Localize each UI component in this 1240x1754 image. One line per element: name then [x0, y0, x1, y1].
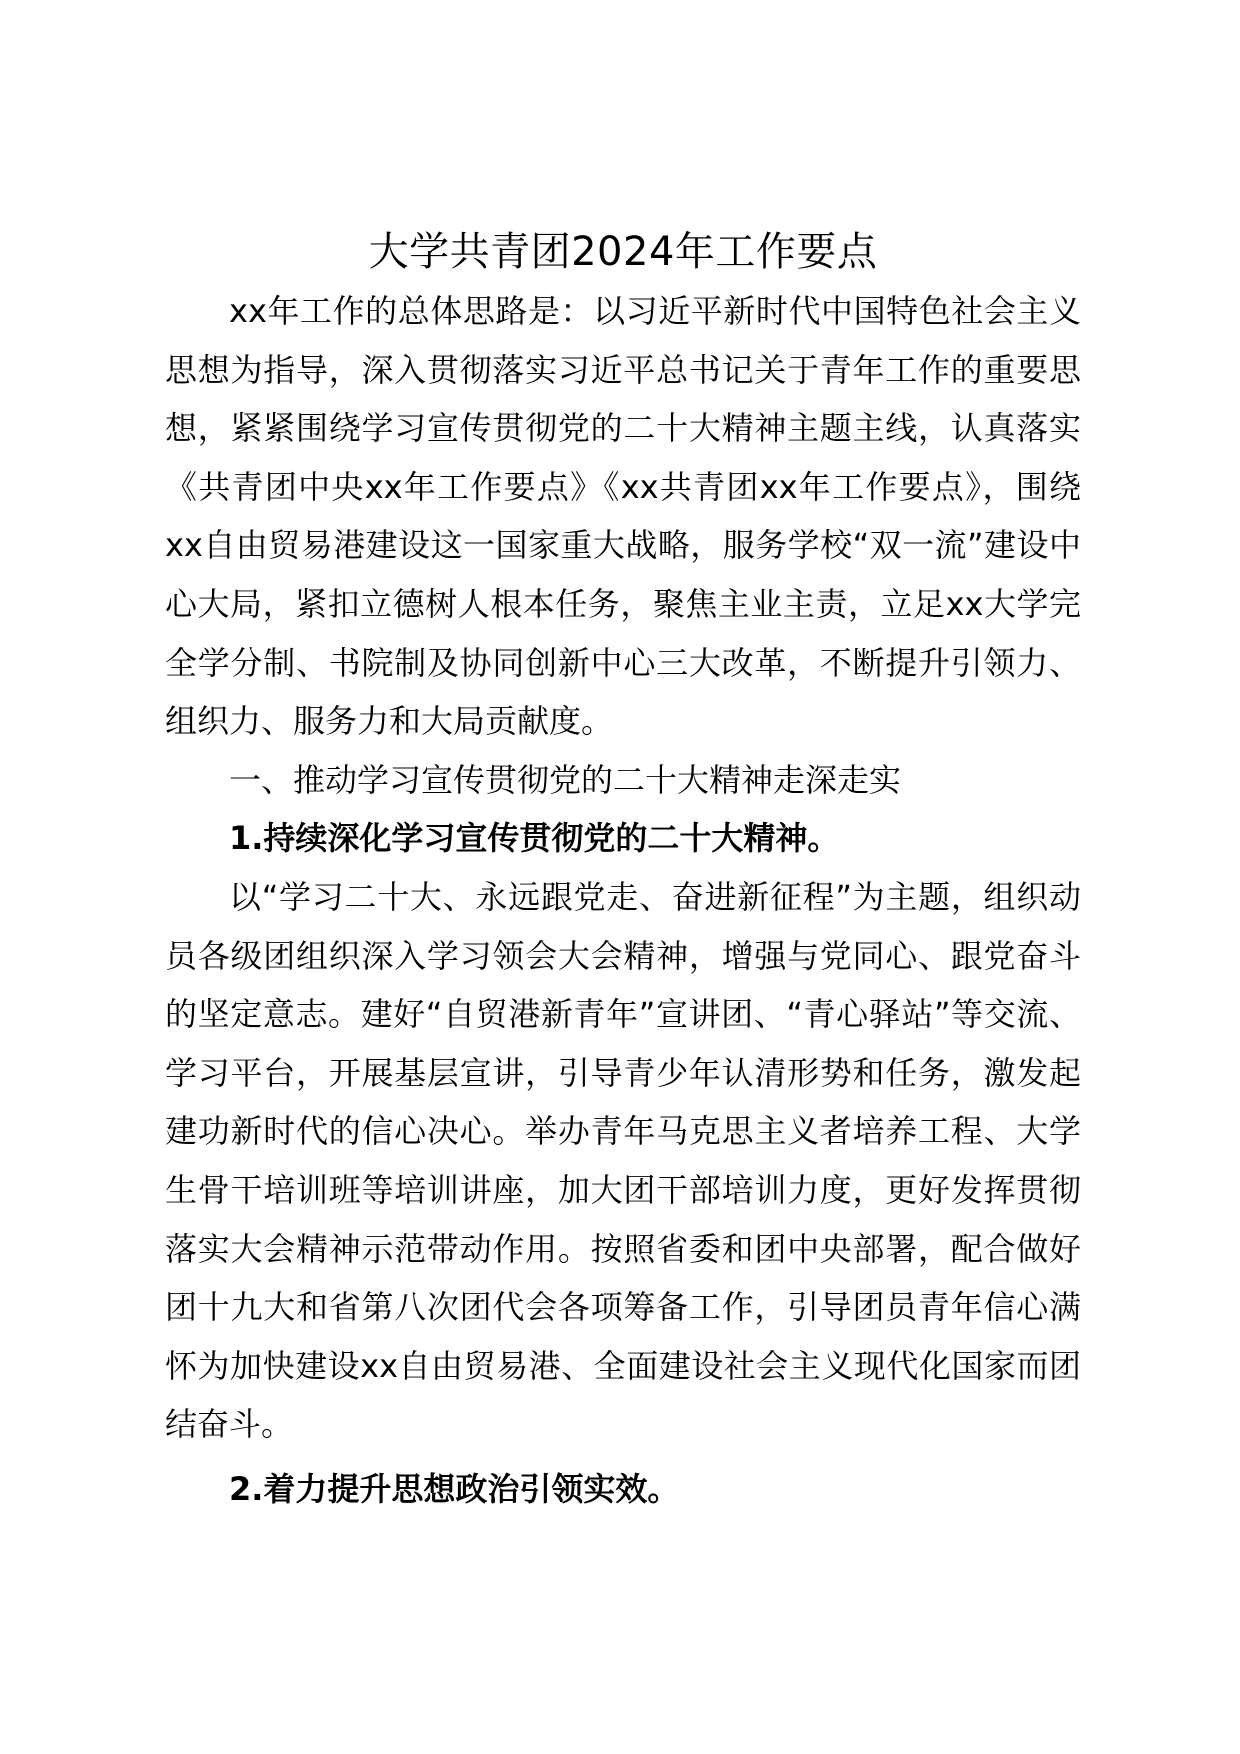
item-heading-2: 2.着力提升思想政治引领实效。	[229, 1469, 680, 1508]
document-body	[165, 222, 1081, 1518]
item-paragraph-1: 以“学习二十大、永远跟党走、奋进新征程”为主题，组织动员各级团组织深入学习领会大会精神，增强与党同心、跟党奋斗的坚定意志。建好“自贸港新青年”宣讲团、“青心驿站”等交流、学习平台，开展基层宣讲，引导青少年认清形势和任务，激发起建功新时代的信心决心。举办青年马克思主义者培养工程、大学生骨干培训班等培训讲座，加大团干部培训力度，更好发挥贯彻落实大会精神示范带动作用。按照省委和团中央部署，配合做好团十九大和省第八次团代会各项筹备工作，引导团员青年信心满怀为加快建设xx自由贸易港、全面建设社会主义现代化国家而团结奋斗。	[165, 877, 1081, 1444]
intro-paragraph: xx年工作的总体思路是：以习近平新时代中国特色社会主义思想为指导，深入贯彻落实习近平总书记关于青年工作的重要思想，紧紧围绕学习宣传贯彻党的二十大精神主题主线，认真落实《共青团中央xx年工作要点》《xx共青团xx年工作要点》，围绕xx自由贸易港建设这一国家重大战略，服务学校“双一流”建设中心大局，紧扣立德树人根本任务，聚焦主业主责，立足xx大学完全学分制、书院制及协同创新中心三大改革，不断提升引领力、组织力、服务力和大局贡献度。	[165, 292, 1081, 741]
item-heading-1: 1.持续深化学习宣传贯彻党的二十大精神。	[229, 819, 840, 858]
section-heading-1: 一、推动学习宣传贯彻党的二十大精神走深走实	[229, 760, 902, 799]
document-title: 大学共青团2024年工作要点	[368, 229, 878, 275]
